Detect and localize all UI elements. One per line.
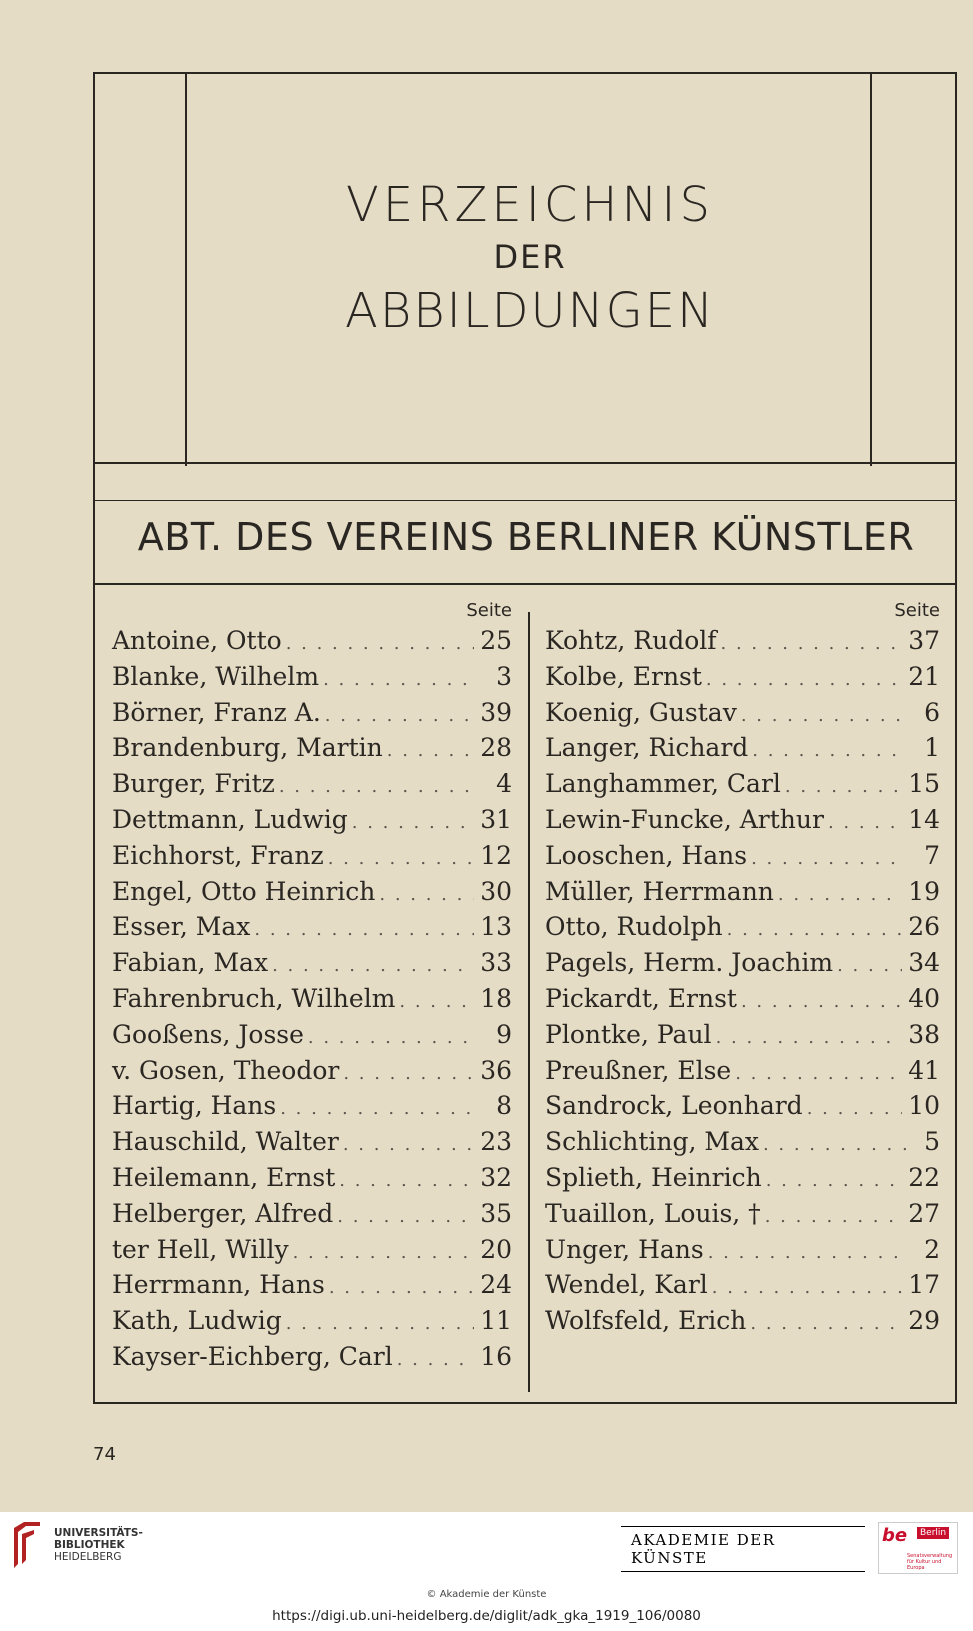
page-reference: 18 (480, 983, 512, 1013)
ub-line-1: UNIVERSITÄTS- (54, 1527, 143, 1539)
index-entry (112, 805, 512, 841)
artist-name: Koenig, Gustav (545, 697, 737, 727)
ub-heidelberg-text (54, 1527, 143, 1563)
page-reference: 10 (908, 1091, 940, 1121)
entry-list-left (112, 626, 512, 1378)
artist-name: Looschen, Hans (545, 840, 748, 870)
dot-leader (308, 1027, 478, 1048)
index-entry (545, 733, 940, 769)
page-reference: 11 (480, 1306, 512, 1336)
dot-leader (323, 669, 478, 690)
page-reference: 1 (924, 733, 940, 763)
index-entry (112, 912, 512, 948)
page-reference: 16 (480, 1341, 512, 1371)
artist-name: Otto, Rudolph (545, 912, 723, 942)
dot-leader (721, 633, 903, 654)
index-entry (545, 877, 940, 913)
page-reference: 9 (496, 1019, 512, 1049)
dot-leader (272, 955, 474, 976)
artist-name: Gooßens, Josse (112, 1019, 304, 1049)
dot-leader (727, 919, 903, 940)
dot-leader (399, 991, 474, 1012)
dot-leader (343, 1063, 474, 1084)
index-entry (112, 662, 512, 698)
dot-leader (286, 1313, 474, 1334)
index-entry (545, 841, 940, 877)
page-reference: 30 (480, 876, 512, 906)
dot-leader (280, 1098, 478, 1119)
dot-leader (778, 884, 902, 905)
artist-name: Antoine, Otto (112, 626, 282, 655)
dot-leader (254, 919, 474, 940)
dot-leader (837, 955, 902, 976)
artist-name: Pagels, Herm. Joachim (545, 948, 834, 978)
artist-name: Herrmann, Hans (112, 1270, 325, 1300)
artist-name: ter Hell, Willy (112, 1234, 289, 1264)
dot-leader (741, 991, 902, 1012)
permalink-url[interactable]: https://digi.ub.uni-heidelberg.de/diglit/adk_gka_1919_106/0080 (272, 1608, 701, 1624)
dot-leader (329, 1277, 474, 1298)
dot-leader (325, 705, 474, 726)
dot-leader (766, 1170, 902, 1191)
page-reference: 27 (908, 1198, 940, 1228)
artist-name: Hauschild, Walter (112, 1127, 339, 1157)
page-reference: 31 (480, 804, 512, 834)
page-reference: 24 (480, 1270, 512, 1300)
dot-leader (708, 1242, 906, 1263)
seite-header-left: Seite (466, 600, 512, 621)
dot-leader (750, 1313, 902, 1334)
index-entry (112, 948, 512, 984)
artist-name: Tuaillon, Louis, † (545, 1198, 761, 1228)
dot-leader (352, 812, 474, 833)
entry-list-right (545, 626, 940, 1342)
page-reference: 5 (924, 1127, 940, 1157)
artist-name: Kolbe, Ernst (545, 661, 702, 691)
index-entry (545, 662, 940, 698)
dot-leader (716, 1027, 903, 1048)
artist-name: Hartig, Hans (112, 1091, 277, 1121)
artist-name: Wolfsfeld, Erich (545, 1306, 747, 1336)
index-entry (545, 1056, 940, 1092)
column-divider (528, 612, 530, 1392)
index-entry (112, 841, 512, 877)
dot-leader (752, 740, 906, 761)
page-reference: 38 (908, 1019, 940, 1049)
dot-leader (765, 1206, 903, 1227)
index-entry (112, 769, 512, 805)
index-entry (545, 1306, 940, 1342)
artist-name: Preußner, Else (545, 1055, 732, 1085)
index-entry (545, 1020, 940, 1056)
page-reference: 19 (908, 876, 940, 906)
dot-leader (337, 1206, 474, 1227)
artist-name: Langhammer, Carl (545, 769, 781, 799)
index-entry (545, 769, 940, 805)
index-entry (112, 1163, 512, 1199)
index-entry (545, 1235, 940, 1271)
dot-leader (293, 1242, 475, 1263)
artist-name: Langer, Richard (545, 733, 749, 763)
ub-heidelberg-logo[interactable] (10, 1520, 143, 1570)
page-reference: 26 (908, 912, 940, 942)
page-reference: 36 (480, 1055, 512, 1085)
title-box-left-rule (185, 74, 187, 466)
page-reference: 28 (480, 733, 512, 763)
dot-leader (712, 1277, 902, 1298)
ub-line-2: BIBLIOTHEK (54, 1539, 125, 1551)
page-reference: 13 (480, 912, 512, 942)
artist-name: Eichhorst, Franz (112, 840, 324, 870)
dot-leader (339, 1170, 474, 1191)
artist-name: Helberger, Alfred (112, 1198, 334, 1228)
berlin-be-mark: be (882, 1525, 908, 1546)
index-column-left (112, 600, 512, 1378)
index-entry (112, 1270, 512, 1306)
page-reference: 22 (908, 1162, 940, 1192)
berlin-senate-logo[interactable] (878, 1522, 958, 1574)
section-bottom-rule (95, 583, 957, 585)
page-reference: 2 (924, 1234, 940, 1264)
index-entry (112, 1020, 512, 1056)
index-entry (112, 626, 512, 662)
artist-name: Sandrock, Leonhard (545, 1091, 803, 1121)
dot-leader (279, 776, 478, 797)
page-reference: 35 (480, 1198, 512, 1228)
page-reference: 41 (908, 1055, 940, 1085)
ub-heidelberg-logo-icon (10, 1520, 46, 1570)
index-entry (545, 1127, 940, 1163)
dot-leader (807, 1098, 902, 1119)
index-entry (545, 626, 940, 662)
page-reference: 4 (496, 769, 512, 799)
index-entry (545, 1163, 940, 1199)
title-divider (95, 462, 957, 464)
index-entry (545, 948, 940, 984)
dot-leader (735, 1063, 902, 1084)
section-heading: ABT. DES VEREINS BERLINER KÜNSTLER (137, 515, 915, 559)
artist-name: v. Gosen, Theodor (112, 1055, 340, 1085)
berlin-text-line-2: für Kultur und Europa (907, 1559, 942, 1571)
index-entry (545, 698, 940, 734)
page-reference: 25 (480, 626, 512, 655)
artist-name: Brandenburg, Martin (112, 733, 383, 763)
page-reference: 17 (908, 1270, 940, 1300)
title-box-right-rule (870, 74, 872, 466)
dot-leader (379, 884, 474, 905)
artist-name: Splieth, Heinrich (545, 1162, 762, 1192)
page-reference: 3 (496, 661, 512, 691)
index-entry (545, 984, 940, 1020)
index-entry (545, 1091, 940, 1127)
artist-name: Engel, Otto Heinrich (112, 876, 376, 906)
artist-name: Heilemann, Ernst (112, 1162, 336, 1192)
index-entry (112, 733, 512, 769)
dot-leader (751, 848, 906, 869)
index-entry (112, 1342, 512, 1378)
title-line-1: VERZEICHNIS (345, 177, 715, 233)
index-entry (112, 1199, 512, 1235)
copyright-notice: © Akademie der Künste (426, 1589, 547, 1600)
dot-leader (741, 705, 906, 726)
artist-name: Börner, Franz A. (112, 697, 321, 727)
page-reference: 14 (908, 804, 940, 834)
artist-name: Lewin-Funcke, Arthur (545, 804, 824, 834)
artist-name: Fahrenbruch, Wilhelm (112, 983, 396, 1013)
page-reference: 34 (908, 948, 940, 978)
page-reference: 32 (480, 1162, 512, 1192)
dot-leader (387, 740, 474, 761)
index-entry (112, 1091, 512, 1127)
dot-leader (706, 669, 902, 690)
index-entry (112, 1235, 512, 1271)
artist-name: Kohtz, Rudolf (545, 626, 717, 655)
artist-name: Esser, Max (112, 912, 251, 942)
page-reference: 15 (908, 769, 940, 799)
artist-name: Dettmann, Ludwig (112, 804, 348, 834)
artist-name: Wendel, Karl (545, 1270, 708, 1300)
page-reference: 12 (480, 840, 512, 870)
dot-leader (286, 633, 475, 654)
index-entry (112, 984, 512, 1020)
index-entry (545, 1270, 940, 1306)
artist-name: Blanke, Wilhelm (112, 661, 320, 691)
page-reference: 39 (480, 697, 512, 727)
artist-name: Unger, Hans (545, 1234, 704, 1264)
page-reference: 20 (480, 1234, 512, 1264)
akademie-logo[interactable] (621, 1526, 865, 1572)
dot-leader (785, 776, 902, 797)
index-entry (545, 1199, 940, 1235)
title-line-3: ABBILDUNGEN (344, 283, 716, 339)
page-number: 74 (93, 1444, 116, 1465)
page-reference: 21 (908, 661, 940, 691)
page-reference: 40 (908, 983, 940, 1013)
title-line-2: DER (493, 238, 567, 276)
dot-leader (328, 848, 474, 869)
index-entry (545, 805, 940, 841)
page-reference: 6 (924, 697, 940, 727)
dot-leader (343, 1134, 474, 1155)
artist-name: Burger, Fritz (112, 769, 275, 799)
page-reference: 23 (480, 1127, 512, 1157)
dot-leader (397, 1349, 474, 1370)
artist-name: Fabian, Max (112, 948, 269, 978)
index-entry (112, 1127, 512, 1163)
index-entry (112, 1056, 512, 1092)
index-entry (112, 877, 512, 913)
dot-leader (763, 1134, 906, 1155)
artist-name: Plontke, Paul (545, 1019, 712, 1049)
index-entry (112, 698, 512, 734)
artist-name: Pickardt, Ernst (545, 983, 737, 1013)
dot-leader (828, 812, 902, 833)
artist-name: Müller, Herrmann (545, 876, 774, 906)
page-reference: 33 (480, 948, 512, 978)
index-entry (545, 912, 940, 948)
artist-name: Kayser-Eichberg, Carl (112, 1341, 393, 1371)
index-column-right (545, 600, 940, 1342)
page-reference: 29 (908, 1306, 940, 1336)
berlin-tag: Berlin (917, 1527, 949, 1539)
artist-name: Kath, Ludwig (112, 1306, 282, 1336)
section-top-rule (95, 500, 957, 501)
akademie-logo-text: AKADEMIE DER KÜNSTE (621, 1527, 865, 1571)
berlin-text-line-1: Senatsverwaltung (907, 1553, 953, 1559)
page-reference: 7 (924, 840, 940, 870)
page-reference: 37 (908, 626, 940, 655)
page-reference: 8 (496, 1091, 512, 1121)
index-entry (112, 1306, 512, 1342)
ub-line-3: HEIDELBERG (54, 1551, 122, 1563)
artist-name: Schlichting, Max (545, 1127, 759, 1157)
berlin-senate-text (907, 1553, 957, 1571)
title-block (190, 175, 870, 343)
seite-header-right: Seite (894, 600, 940, 621)
